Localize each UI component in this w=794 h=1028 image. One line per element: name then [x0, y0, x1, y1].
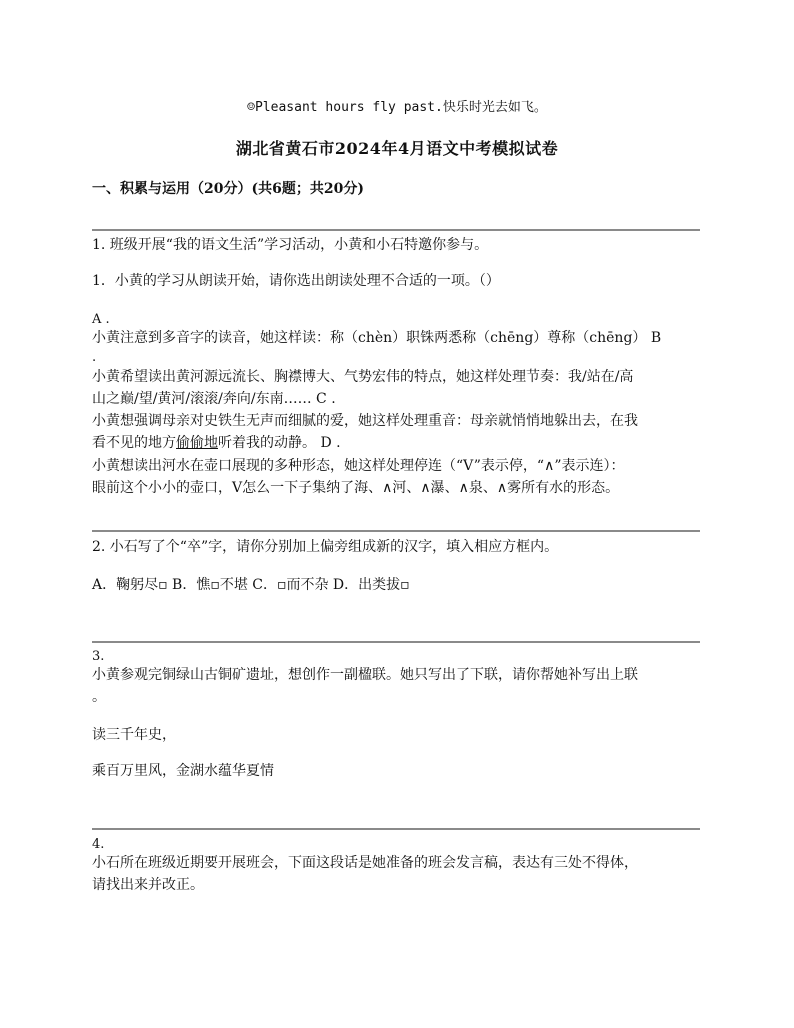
question-2-text: 2. 小石写了个“卒”字，请你分别加上偏旁组成新的汉字，填入相应方框内。: [92, 539, 559, 555]
option-c-text-line-2: [92, 434, 704, 452]
option-c-text-line-1: 小黄想强调母亲对史铁生无声而细腻的爱，她这样处理重音：母亲就悄悄地躲出去，在我: [92, 413, 638, 429]
option-c-text-pre: 看不见的地方: [92, 435, 176, 451]
divider: [92, 530, 700, 532]
question-3-text-line-1: 小黄参观完铜绿山古铜矿遗址，想创作一副楹联。她只写出了下联，请你帮她补写出上联: [92, 667, 638, 683]
divider: [92, 641, 700, 643]
section-heading: 一、积累与运用（20分）(共6题；共20分): [92, 181, 364, 197]
option-c-text-post: 听着我的动静。 D .: [218, 435, 341, 451]
option-b-dot: .: [92, 350, 97, 365]
question-3-number: 3.: [92, 649, 105, 664]
question-4-number: 4.: [92, 837, 105, 852]
question-1-intro: 1. 班级开展“我的语文生活”学习活动，小黄和小石特邀你参与。: [92, 237, 489, 253]
option-c-underlined: 偷偷地: [176, 435, 218, 451]
divider: [92, 828, 700, 830]
option-a-text: 小黄注意到多音字的读音，她这样读：称（chèn）职铢两悉称（chēng）尊称（chēng） B: [92, 330, 662, 346]
question-2-options: A．鞠躬尽▫ B．憔▫不堪 C．▫而不杂 D．出类拔▫: [92, 577, 410, 593]
option-a-label: A .: [92, 312, 110, 327]
option-b-text-line-2: 山之巅/望/黄河/滚滚/奔向/东南…… C .: [92, 391, 336, 407]
option-d-text-line-2: 眼前这个小小的壶口，V怎么一下子集纳了海、∧河、∧瀑、∧泉、∧雾所有水的形态。: [92, 480, 620, 496]
option-b-text-line-1: 小黄希望读出黄河源远流长、胸襟博大、气势宏伟的特点，她这样处理节奏：我/站在/高: [92, 369, 634, 385]
question-1-sub: 1．小黄的学习从朗读开始，请你选出朗读处理不合适的一项。（）: [92, 273, 500, 289]
page-motto: ☺Pleasant hours fly past.快乐时光去如飞。: [247, 100, 547, 115]
couplet-line-1: 读三千年史，: [92, 727, 176, 743]
question-3-text-line-2: 。: [92, 689, 106, 705]
exam-title: 湖北省黄石市2024年4月语文中考模拟试卷: [235, 139, 559, 158]
question-4-text-line-1: 小石所在班级近期要开展班会，下面这段话是她准备的班会发言稿，表达有三处不得体，: [92, 855, 638, 871]
question-4-text-line-2: 请找出来并改正。: [92, 877, 204, 893]
divider: [92, 229, 700, 231]
option-d-text-line-1: 小黄想读出河水在壶口展现的多种形态，她这样处理停连（“V”表示停，“∧”表示连）：: [92, 458, 625, 474]
couplet-line-2: 乘百万里风，金湖水蕴华夏情: [92, 763, 274, 779]
